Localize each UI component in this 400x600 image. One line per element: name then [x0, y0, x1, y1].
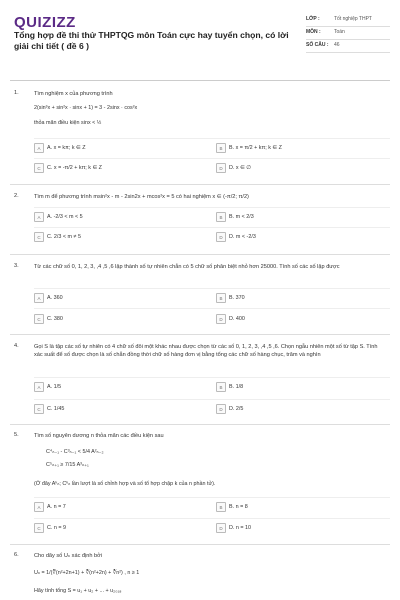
- question-condition: thỏa mãn điều kiện sinx < ½: [34, 120, 102, 126]
- question-text: Từ các chữ số 0, 1, 2, 3, ,4 ,5 ,6 lập thành số tự nhiên chẵn có 5 chữ số phân biệt nhỏ hơn 25000. Tính số các số lập được: [34, 264, 340, 270]
- question-divider: [10, 544, 390, 545]
- meta-row-count: [306, 40, 390, 53]
- option-b[interactable]: [216, 502, 248, 512]
- option-letter-box: C: [34, 523, 44, 533]
- option-c[interactable]: [34, 163, 102, 173]
- option-text: A. 1/5: [47, 384, 62, 390]
- question-number: 5.: [14, 432, 19, 438]
- option-letter-box: A: [34, 382, 44, 392]
- option-text: B. x = π/2 + kπ; k ∈ Z: [229, 145, 282, 151]
- option-text: A. -2/3 < m < 5: [47, 214, 83, 220]
- option-text: B. n = 8: [229, 504, 248, 510]
- option-text: A. 360: [47, 295, 63, 301]
- option-d[interactable]: [216, 314, 245, 324]
- header-divider: [10, 80, 390, 81]
- option-text: A. n = 7: [47, 504, 66, 510]
- question-text: Gọi S là tập các số tự nhiên có 4 chữ số đôi một khác nhau được chọn từ các số 0, 1, 2, 3, ,4 ,5 ,6. Chọn ngẫu nhiên một số từ tập S. Tính xác suất để số được chọn là số chẵn đồng thời chữ số hàng đơn vị bằng tổng các chữ số hàng chục, trăm và nghìn: [34, 344, 378, 358]
- option-text: D. 400: [229, 316, 245, 322]
- option-text: C. 380: [47, 316, 63, 322]
- option-text: A. x = kπ; k ∈ Z: [47, 145, 86, 151]
- option-text: B. m < 2/3: [229, 214, 254, 220]
- meta-value: Tốt nghiệp THPT: [334, 16, 372, 22]
- option-divider: [34, 288, 390, 289]
- option-divider: [34, 138, 390, 139]
- option-text: D. n = 10: [229, 525, 252, 531]
- option-text: B. 1/8: [229, 384, 244, 390]
- question-divider: [10, 334, 390, 335]
- option-a[interactable]: [34, 293, 63, 303]
- option-text: D. x ∈ ∅: [229, 165, 251, 171]
- question-note: (Ở đây Aᵏₙ; Cᵏₙ lần lượt là số chỉnh hợp và số tổ hợp chập k của n phần tử).: [34, 481, 216, 487]
- question-number: 4.: [14, 343, 19, 349]
- option-letter-box: B: [216, 143, 226, 153]
- option-c[interactable]: [34, 232, 81, 242]
- question-sequence-formula: Uₙ = 1/(∛(n²+2n+1) + ∛(n²+2n) + ∛n²) , n ≥ 1: [34, 570, 140, 576]
- option-text: D. m < -2/3: [229, 234, 256, 240]
- option-a[interactable]: [34, 382, 61, 392]
- option-c[interactable]: [34, 404, 64, 414]
- question-text: Cho dãy số Uₙ xác định bởi: [34, 553, 103, 559]
- option-a[interactable]: [34, 212, 83, 222]
- option-d[interactable]: [216, 523, 251, 533]
- option-letter-box: B: [216, 502, 226, 512]
- option-c[interactable]: [34, 314, 63, 324]
- meta-key: SỐ CÂU :: [306, 42, 329, 48]
- question-divider: [10, 184, 390, 185]
- option-divider: [34, 207, 390, 208]
- option-letter-box: B: [216, 212, 226, 222]
- option-divider: [34, 497, 390, 498]
- option-divider: [34, 158, 390, 159]
- question-sum-task: Hãy tính tổng S = u₁ + u₂ + ... + u₂₀₁₈: [34, 588, 122, 594]
- option-b[interactable]: [216, 212, 254, 222]
- option-letter-box: C: [34, 232, 44, 242]
- option-letter-box: D: [216, 314, 226, 324]
- option-text: C. 1/45: [47, 406, 65, 412]
- option-text: C. 2/3 < m ≠ 5: [47, 234, 81, 240]
- option-letter-box: C: [34, 314, 44, 324]
- question-number: 6.: [14, 552, 19, 558]
- option-letter-box: C: [34, 163, 44, 173]
- option-letter-box: A: [34, 143, 44, 153]
- option-a[interactable]: [34, 502, 66, 512]
- meta-value: 46: [334, 42, 340, 48]
- option-divider: [34, 399, 390, 400]
- option-text: C. n = 9: [47, 525, 67, 531]
- quizizz-logo[interactable]: QUIZIZZ: [14, 14, 76, 31]
- meta-key: LỚP :: [306, 16, 320, 22]
- option-d[interactable]: [216, 404, 243, 414]
- option-letter-box: A: [34, 502, 44, 512]
- question-inequality-2: C⁵ₙ₊₁ ≥ 7/15 A³ₙ₊₁: [46, 462, 89, 468]
- question-divider: [10, 424, 390, 425]
- question-text: Tìm m để phương trình msin²x - m - 2sin2x + mcos²x = 5 có hai nghiệm x ∈ (-π/2; π/2): [34, 194, 249, 200]
- option-letter-box: D: [216, 163, 226, 173]
- meta-value: Toán: [334, 29, 345, 35]
- option-d[interactable]: [216, 163, 251, 173]
- page-title: Tổng hợp đề thi thử THPTQG môn Toán cực hay tuyển chọn, có lời giải chi tiết ( đề 6 ): [14, 30, 289, 51]
- option-letter-box: D: [216, 404, 226, 414]
- option-text: D. 2/5: [229, 406, 244, 412]
- option-letter-box: A: [34, 293, 44, 303]
- option-divider: [34, 377, 390, 378]
- question-text: Tìm số nguyên dương n thỏa mãn các điều kiện sau: [34, 433, 164, 439]
- option-text: B. 370: [229, 295, 245, 301]
- option-a[interactable]: [34, 143, 86, 153]
- meta-key: MÔN :: [306, 29, 321, 35]
- question-number: 1.: [14, 90, 19, 96]
- option-divider: [34, 227, 390, 228]
- option-letter-box: B: [216, 293, 226, 303]
- option-letter-box: C: [34, 404, 44, 414]
- option-text: C. x = -π/2 + kπ; k ∈ Z: [47, 165, 102, 171]
- option-letter-box: D: [216, 523, 226, 533]
- option-c[interactable]: [34, 523, 66, 533]
- meta-row-class: [306, 14, 390, 27]
- option-divider: [34, 518, 390, 519]
- option-divider: [34, 308, 390, 309]
- option-b[interactable]: [216, 382, 243, 392]
- question-number: 2.: [14, 193, 19, 199]
- question-divider: [10, 254, 390, 255]
- option-b[interactable]: [216, 143, 282, 153]
- option-letter-box: B: [216, 382, 226, 392]
- option-d[interactable]: [216, 232, 256, 242]
- worksheet-meta: [306, 14, 390, 53]
- question-formula: 2(sin³x + sin²x · sinx + 1) = 3 - 2sinx · cos²x: [34, 105, 138, 111]
- question-text: Tìm nghiệm x của phương trình: [34, 91, 113, 97]
- question-inequality-1: C⁴ₙ₋₁ - C³ₙ₋₁ < 5/4 A²ₙ₋₂: [46, 449, 104, 455]
- meta-row-subject: [306, 27, 390, 40]
- option-b[interactable]: [216, 293, 245, 303]
- option-letter-box: A: [34, 212, 44, 222]
- option-letter-box: D: [216, 232, 226, 242]
- question-number: 3.: [14, 263, 19, 269]
